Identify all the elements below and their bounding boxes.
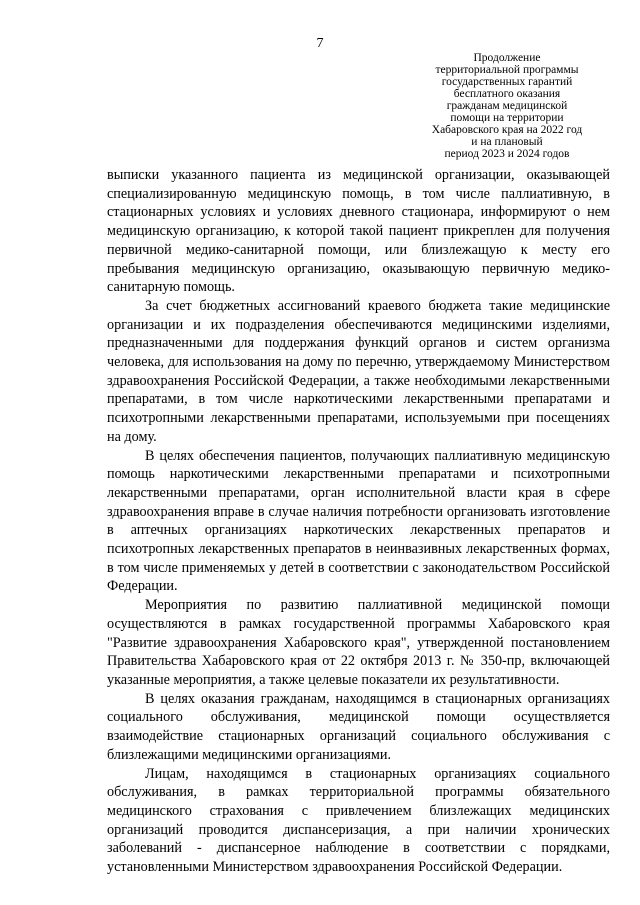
header-note-line: помощи на территории <box>450 112 564 124</box>
paragraph: В целях обеспечения пациентов, получающих паллиативную медицинскую помощь наркотическими лекарственными препаратами и психотропными лекарственными препаратами, орган исполнительной власти края в сфере здравоохранения вправе в случае наличия потребности организовать изготовление в аптечных организациях наркотических лекарственных препаратов и психотропных лекарственных препаратов в неинвазивных лекарственных формах, в том числе применяемых у детей в соответствии с законодательством Российской Федерации. <box>107 447 610 595</box>
paragraph: выписки указанного пациента из медицинской организации, оказывающей специализированную медицинскую помощь, в том числе паллиативную, в стационарных условиях и условиях дневного стационара, информируют о нем медицинскую организацию, к которой такой пациент прикреплен для получения первичной медико-санитарной помощи, или близлежащую к месту его пребывания медицинскую организацию, оказывающую первичную медико-санитарную помощь. <box>107 167 610 296</box>
header-note-line: Хабаровского края на 2022 год <box>431 124 583 136</box>
header-note <box>428 52 586 160</box>
page-number: 7 <box>316 36 324 51</box>
header-note-line: территориальной программы <box>435 64 579 76</box>
header-note-line: и на плановый <box>471 136 543 148</box>
header-note-line: государственных гарантий <box>441 76 573 88</box>
paragraph: За счет бюджетных ассигнований краевого бюджета такие медицинские организации и их подразделения обеспечиваются медицинскими изделиями, предназначенными для поддержания функций органов и систем организма человека, для использования на дому по перечню, утверждаемому Министерством здравоохранения Российской Федерации, а также необходимыми лекарственными препаратами, в том числе наркотическими лекарственными препаратами и психотропными лекарственными препаратами, используемыми при посещениях на дому. <box>107 297 610 445</box>
header-note-line: период 2023 и 2024 годов <box>444 148 570 160</box>
header-note-line: гражданам медицинской <box>446 100 568 112</box>
header-note-line: бесплатного оказания <box>453 88 561 100</box>
header-note-line: Продолжение <box>473 52 541 64</box>
paragraph: Лицам, находящимся в стационарных организациях социального обслуживания, в рамках территориальной программы обязательного медицинского страхования с привлечением близлежащих медицинских организаций проводится диспансеризация, а при наличии хронических заболеваний - диспансерное наблюдение в соответствии с порядками, установленными Министерством здравоохранения Российской Федерации. <box>107 765 610 876</box>
paragraph: В целях оказания гражданам, находящимся в стационарных организациях социального обслуживания, медицинской помощи осуществляется взаимодействие стационарных организаций социального обслуживания с близлежащими медицинскими организациями. <box>107 690 610 763</box>
paragraph: Мероприятия по развитию паллиативной медицинской помощи осуществляются в рамках государственной программы Хабаровского края "Развитие здравоохранения Хабаровского края", утвержденной постановлением Правительства Хабаровского края от 22 октября 2013 г. № 350-пр, включающей указанные мероприятия, а также целевые показатели их результативности. <box>107 597 610 688</box>
document-body <box>107 166 610 877</box>
